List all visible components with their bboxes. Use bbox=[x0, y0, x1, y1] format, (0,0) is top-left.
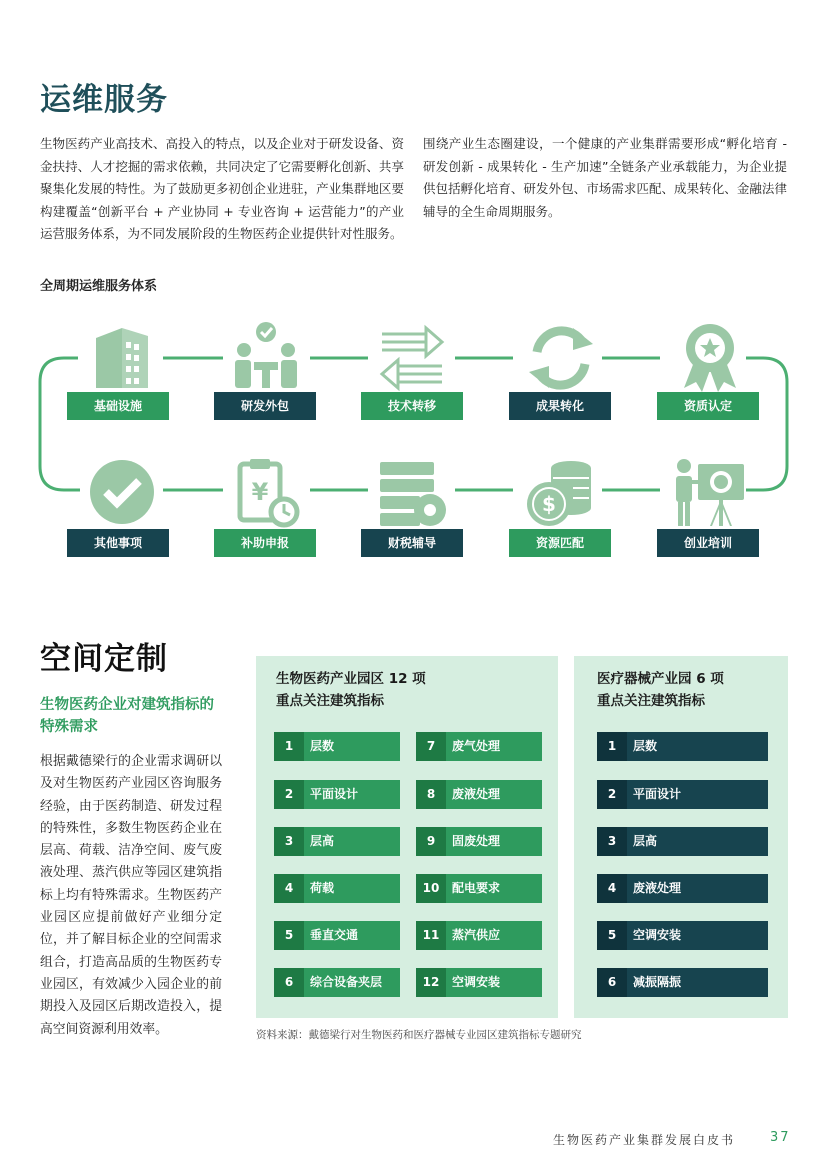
bio-item-12 bbox=[416, 968, 542, 997]
bio-item-label: 废液处理 bbox=[452, 787, 501, 801]
device-item-5 bbox=[597, 921, 768, 950]
device-item-label: 空调安装 bbox=[633, 928, 682, 942]
bio-item-2 bbox=[274, 780, 400, 809]
device-item-3 bbox=[597, 827, 768, 856]
bio-item-label: 配电要求 bbox=[452, 881, 501, 895]
presenter-board-icon bbox=[670, 454, 750, 534]
building-icon bbox=[82, 318, 162, 398]
label-other-matters: 其他事项 bbox=[67, 529, 169, 557]
bio-item-11 bbox=[416, 921, 542, 950]
bio-item-label: 蒸汽供应 bbox=[452, 928, 501, 942]
bio-item-5 bbox=[274, 921, 400, 950]
bio-item-number: 7 bbox=[416, 732, 446, 761]
device-item-6 bbox=[597, 968, 768, 997]
check-circle-icon bbox=[82, 454, 162, 534]
section-title-ops: 运维服务 bbox=[40, 82, 168, 118]
svg-text:¥: ¥ bbox=[251, 478, 269, 506]
transfer-arrows-icon bbox=[372, 318, 452, 398]
label-qualification: 资质认定 bbox=[657, 392, 759, 420]
svg-text:$: $ bbox=[542, 492, 556, 516]
label-resource-matching: 资源匹配 bbox=[509, 529, 611, 557]
bio-item-number: 11 bbox=[416, 921, 446, 950]
label-achievement-conversion: 成果转化 bbox=[509, 392, 611, 420]
device-park-title-line2: 重点关注建筑指标 bbox=[597, 693, 705, 709]
bio-item-9 bbox=[416, 827, 542, 856]
device-item-1 bbox=[597, 732, 768, 761]
footer-title: 生物医药产业集群发展白皮书 bbox=[553, 1133, 736, 1147]
source-note: 资料来源：戴德梁行对生物医药和医疗器械专业园区建筑指标专题研究 bbox=[256, 1029, 582, 1041]
bio-item-label: 层高 bbox=[310, 834, 335, 848]
bio-item-number: 4 bbox=[274, 874, 304, 903]
device-item-number: 4 bbox=[597, 874, 627, 903]
space-subtitle-line1: 生物医药企业对建筑指标的 bbox=[40, 697, 214, 713]
bio-item-number: 5 bbox=[274, 921, 304, 950]
device-item-number: 6 bbox=[597, 968, 627, 997]
device-item-number: 2 bbox=[597, 780, 627, 809]
yen-clipboard-icon bbox=[226, 454, 306, 534]
label-tech-transfer: 技术转移 bbox=[361, 392, 463, 420]
bio-item-label: 荷载 bbox=[310, 881, 335, 895]
device-item-label: 废液处理 bbox=[633, 881, 682, 895]
bio-item-1 bbox=[274, 732, 400, 761]
bio-item-label: 层数 bbox=[310, 739, 335, 753]
bio-item-number: 8 bbox=[416, 780, 446, 809]
device-item-2 bbox=[597, 780, 768, 809]
bio-park-title-line2: 重点关注建筑指标 bbox=[276, 693, 384, 709]
device-item-number: 1 bbox=[597, 732, 627, 761]
bio-item-number: 10 bbox=[416, 874, 446, 903]
bio-item-number: 9 bbox=[416, 827, 446, 856]
team-check-icon bbox=[226, 318, 306, 398]
bio-park-panel-title bbox=[276, 668, 426, 712]
bio-item-label: 综合设备夹层 bbox=[310, 975, 383, 989]
label-tax-guidance: 财税辅导 bbox=[361, 529, 463, 557]
ops-paragraph-right: 围绕产业生态圈建设，一个健康的产业集群需要形成“孵化培育 - 研发创新 - 成果转化 - 生产加速”全链条产业承载能力，为企业提供包括孵化培育、研发外包、市场需求匹配、成果转化、金融法律辅导的全生命周期服务。 bbox=[423, 136, 787, 219]
bio-item-number: 6 bbox=[274, 968, 304, 997]
device-item-label: 平面设计 bbox=[633, 787, 682, 801]
label-subsidy-application: 补助申报 bbox=[214, 529, 316, 557]
bio-item-label: 平面设计 bbox=[310, 787, 359, 801]
section-title-space: 空间定制 bbox=[40, 641, 168, 677]
space-paragraph: 根据戴德梁行的企业需求调研以及对生物医药产业园区咨询服务经验，由于医药制造、研发过程的特殊性，多数生物医药企业在层高、荷载、洁净空间、废气废液处理、蒸汽供应等园区建筑指标上均有特殊需求。生物医药产业园区应提前做好产业细分定位，并了解目标企业的空间需求组合，打造高品质的生物医药专业园区，有效减少入园企业的前期投入及园区后期改造投入，提高空间资源利用效率。 bbox=[40, 754, 222, 1037]
bio-item-label: 垂直交通 bbox=[310, 928, 359, 942]
device-park-panel-title bbox=[597, 668, 724, 712]
bio-item-label: 固废处理 bbox=[452, 834, 501, 848]
coins-dollar-icon bbox=[521, 454, 601, 534]
page-number: 37 bbox=[770, 1130, 791, 1145]
space-subtitle bbox=[40, 694, 214, 738]
device-item-4 bbox=[597, 874, 768, 903]
bio-item-8 bbox=[416, 780, 542, 809]
bio-item-10 bbox=[416, 874, 542, 903]
bio-item-number: 2 bbox=[274, 780, 304, 809]
label-rd-outsourcing: 研发外包 bbox=[214, 392, 316, 420]
bio-park-title-line1: 生物医药产业园区 12 项 bbox=[276, 671, 426, 687]
device-item-label: 减振隔振 bbox=[633, 975, 682, 989]
server-gear-icon bbox=[372, 454, 452, 534]
device-park-title-line1: 医疗器械产业园 6 项 bbox=[597, 671, 724, 687]
bio-item-number: 12 bbox=[416, 968, 446, 997]
device-item-number: 3 bbox=[597, 827, 627, 856]
ops-paragraph-left: 生物医药产业高技术、高投入的特点，以及企业对于研发设备、资金扶持、人才挖掘的需求依赖，共同决定了它需要孵化创新、共享聚集化发展的特性。为了鼓励更多初创企业进驻，产业集群地区要构建覆盖“创新平台 + 产业协同 + 专业咨询 + 运营能力”的产业运营服务体系，为不同发展阶段的生物医药企业提供针对性服务。 bbox=[40, 136, 404, 241]
bio-item-6 bbox=[274, 968, 400, 997]
bio-item-label: 废气处理 bbox=[452, 739, 501, 753]
label-infrastructure: 基础设施 bbox=[67, 392, 169, 420]
device-item-label: 层数 bbox=[633, 739, 658, 753]
space-subtitle-line2: 特殊需求 bbox=[40, 719, 98, 735]
bio-item-3 bbox=[274, 827, 400, 856]
cycle-arrows-icon bbox=[521, 318, 601, 398]
bio-item-4 bbox=[274, 874, 400, 903]
device-item-label: 层高 bbox=[633, 834, 658, 848]
bio-item-number: 1 bbox=[274, 732, 304, 761]
bio-item-7 bbox=[416, 732, 542, 761]
label-startup-training: 创业培训 bbox=[657, 529, 759, 557]
award-badge-icon bbox=[670, 318, 750, 398]
bio-item-number: 3 bbox=[274, 827, 304, 856]
bio-item-label: 空调安装 bbox=[452, 975, 501, 989]
diagram-title: 全周期运维服务体系 bbox=[40, 279, 158, 294]
device-item-number: 5 bbox=[597, 921, 627, 950]
